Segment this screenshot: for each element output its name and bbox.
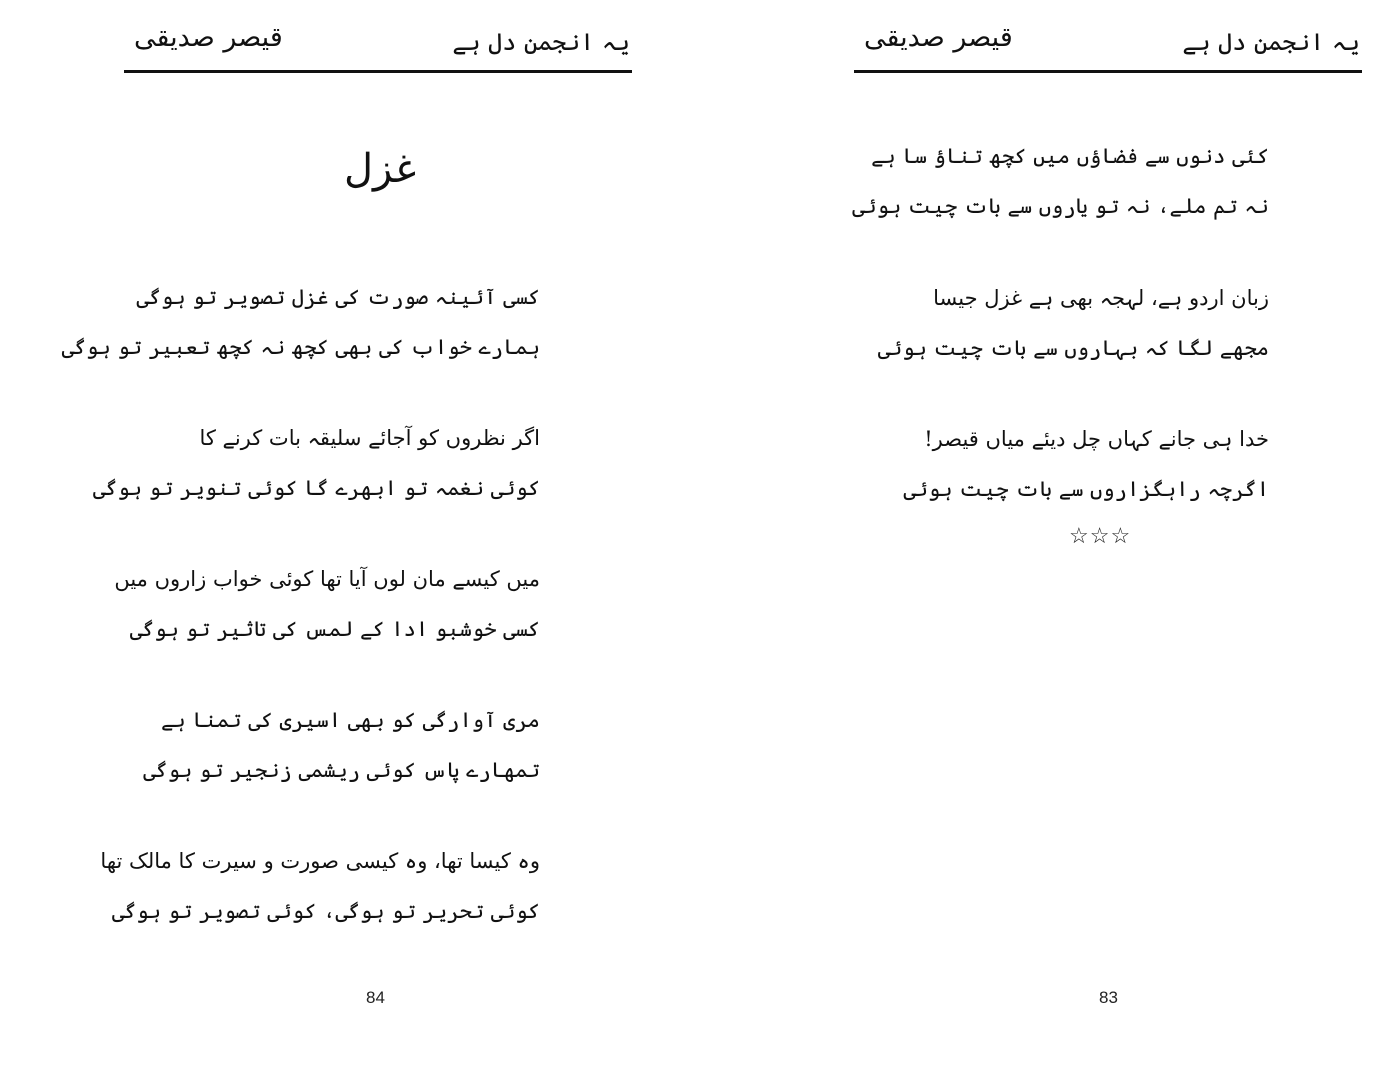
verse-line: زبان اردو ہے، لہجہ بھی ہے غزل جیسا [933,286,1269,310]
left-page [0,0,698,1080]
stanza-1 [61,272,540,372]
header-rule [854,70,1362,73]
poem-title: غزل [343,146,417,192]
verse-line: مجھے لگا کہ بہاروں سے بات چیت ہوئی [877,336,1269,360]
verse-line: ہمارے خواب کی بھی کچھ نہ کچھ تعبیر تو ہوگی [61,335,540,359]
verse-line: کوئی نغمہ تو ابھرے گا کوئی تنویر تو ہوگی [92,476,540,500]
page-number: 84 [366,988,385,1007]
stanza-5 [100,836,540,936]
verse-line: خدا ہی جانے کہاں چل دیئے میاں قیصر! [924,427,1269,451]
verse-line: وہ کیسا تھا، وہ کیسی صورت و سیرت کا مالک تھا [100,849,540,873]
header-author: قیصر صدیقی [134,22,283,53]
verse-line: کسی آئینہ صورت کی غزل تصویر تو ہوگی [136,285,540,309]
stanza-4 [143,695,540,795]
header-author: قیصر صدیقی [864,22,1013,53]
verse-line: میں کیسے مان لوں آیا تھا کوئی خواب زاروں میں [114,567,540,591]
verse-line: اگرچہ راہگزاروں سے بات چیت ہوئی [903,477,1269,501]
page-number: 83 [1099,988,1118,1007]
verse-line: اگر نظروں کو آجائے سلیقہ بات کرنے کا [199,426,540,450]
verse-line: کسی خوشبو ادا کے لمس کی تاثیر تو ہوگی [129,617,540,641]
right-page [699,0,1397,1080]
verse-line: مری آوارگی کو بھی اسیری کی تمنا ہے [161,708,540,732]
stanza-2 [877,273,1269,373]
header-book-title: یہ انجمن دل ہے [452,28,630,56]
left-page-header [124,18,632,70]
stanza-2 [92,413,540,513]
verse-line: تمھارے پاس کوئی ریشمی زنجیر تو ہوگی [143,758,540,782]
verse-line: کئی دنوں سے فضاؤں میں کچھ تناؤ سا ہے [871,144,1269,168]
header-rule [124,70,632,73]
stanza-3 [903,414,1269,514]
stanza-1 [852,131,1269,231]
right-page-header [854,18,1362,70]
verse-line: نہ تم ملے، نہ تو یاروں سے بات چیت ہوئی [852,194,1269,218]
stanza-3 [114,554,540,654]
verse-line: کوئی تحریر تو ہوگی، کوئی تصویر تو ہوگی [111,899,540,923]
header-book-title: یہ انجمن دل ہے [1182,28,1360,56]
end-marker-stars: ☆☆☆ [1069,524,1132,549]
